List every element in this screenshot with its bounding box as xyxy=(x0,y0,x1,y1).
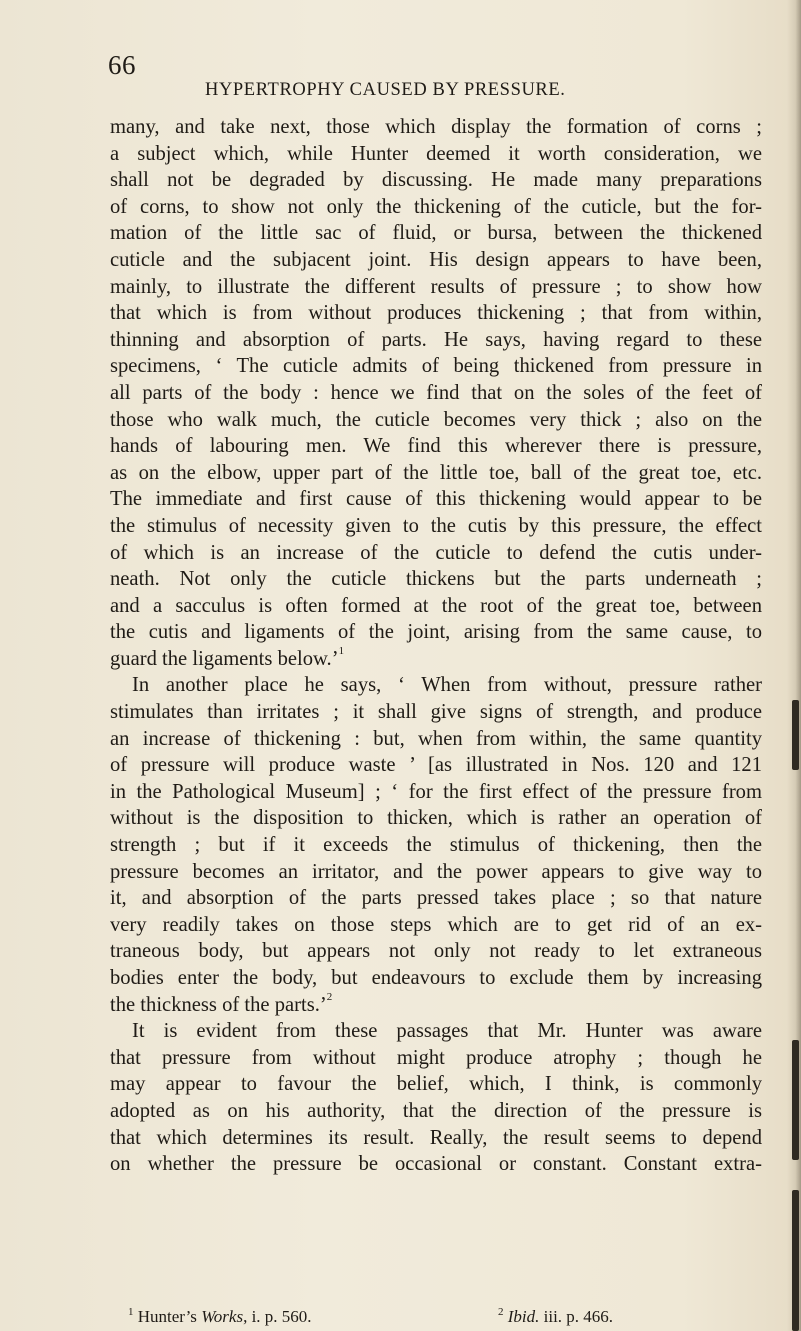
text-line: bodies enter the body, but endeavours to exclude them by increasing xyxy=(110,967,762,989)
text-line: the cutis and ligaments of the joint, arising from the same cause, to xyxy=(110,621,762,644)
text-line: thinning and absorption of parts. He says, having regard to these xyxy=(110,328,762,351)
text-line: it, and absorption of the parts pressed takes place ; so that nature xyxy=(110,887,762,910)
text-line: many, and take next, those which display the formation of corns ; xyxy=(110,116,762,138)
text-line: pressure becomes an irritator, and the power appears to give way to xyxy=(110,860,762,883)
footnote-number: 2 xyxy=(498,1306,504,1318)
page-edge-mark xyxy=(792,1040,799,1160)
footnote-ref: iii. p. 466. xyxy=(539,1307,614,1326)
page-number: 66 xyxy=(108,50,136,80)
text-line xyxy=(110,646,762,673)
text-line: In another place he says, ‘ When from without, pressure rather xyxy=(132,674,762,697)
text-line: of corns, to show not only the thickening of the cuticle, but the for- xyxy=(110,195,762,218)
text-line: of pressure will produce waste ’ [as illustrated in Nos. 120 and 121 xyxy=(110,754,762,777)
text-line: all parts of the body : hence we find that on the soles of the feet of xyxy=(110,381,762,404)
text-line: that which determines its result. Really, the result seems to depend xyxy=(110,1126,762,1149)
text-line: in the Pathological Museum] ; ‘ for the first effect of the pressure from xyxy=(110,780,762,803)
text-line: the stimulus of necessity given to the cutis by this pressure, the effect xyxy=(110,514,762,537)
footnote-1 xyxy=(128,1307,312,1327)
text-line: without is the disposition to thicken, which is rather an operation of xyxy=(110,807,762,830)
text-line-content: the thickness of the parts.’ xyxy=(110,993,327,1016)
text-line-content: guard the ligaments below.’ xyxy=(110,647,339,670)
text-line: shall not be degraded by discussing. He made many preparations xyxy=(110,169,762,192)
footnote-marker: 1 xyxy=(338,644,345,657)
footnote-2 xyxy=(498,1307,613,1327)
text-line: very readily takes on those steps which are to get rid of an ex- xyxy=(110,913,762,936)
running-head: HYPERTROPHY CAUSED BY PRESSURE. xyxy=(205,80,566,100)
text-line: those who walk much, the cuticle becomes very thick ; also on the xyxy=(110,408,762,431)
text-line: on whether the pressure be occasional or constant. Constant extra- xyxy=(110,1153,762,1176)
body-text xyxy=(110,114,762,1178)
text-line: stimulates than irritates ; it shall give signs of strength, and produce xyxy=(110,701,762,724)
text-line: may appear to favour the belief, which, I think, is commonly xyxy=(110,1073,762,1096)
text-line: that pressure from without might produce atrophy ; though he xyxy=(110,1046,762,1069)
text-line: an increase of thickening : but, when from within, the same quantity xyxy=(110,727,762,750)
text-line: specimens, ‘ The cuticle admits of being thickened from pressure in xyxy=(110,355,762,378)
text-line: cuticle and the subjacent joint. His design appears to have been, xyxy=(110,248,762,271)
text-line: strength ; but if it exceeds the stimulus of thickening, then the xyxy=(110,834,762,857)
text-line: adopted as on his authority, that the direction of the pressure is xyxy=(110,1099,762,1122)
page-edge-mark xyxy=(792,1190,799,1331)
footnote-marker: 2 xyxy=(326,990,333,1003)
text-line xyxy=(110,992,762,1019)
text-line: mainly, to illustrate the different results of pressure ; to show how xyxy=(110,275,762,298)
footnote-title: Works xyxy=(201,1307,244,1326)
text-line: of which is an increase of the cuticle to defend the cutis under- xyxy=(110,541,762,564)
footnote-text: Hunter’s xyxy=(137,1307,202,1326)
footnote-ref: , i. p. 560. xyxy=(243,1307,312,1326)
text-line: The immediate and first cause of this thickening would appear to be xyxy=(110,488,762,511)
text-line: and a sacculus is often formed at the root of the great toe, between xyxy=(110,594,762,617)
text-line: a subject which, while Hunter deemed it worth consideration, we xyxy=(110,142,762,165)
footnote-number: 1 xyxy=(128,1306,134,1318)
text-line: hands of labouring men. We find this wherever there is pressure, xyxy=(110,435,762,458)
footnote-title: Ibid. xyxy=(507,1307,540,1326)
text-line: neath. Not only the cuticle thickens but the parts underneath ; xyxy=(110,568,762,591)
text-line: as on the elbow, upper part of the little toe, ball of the great toe, etc. xyxy=(110,461,762,484)
page-edge-mark xyxy=(792,700,799,770)
text-line: that which is from without produces thickening ; that from within, xyxy=(110,302,762,325)
text-line: mation of the little sac of fluid, or bursa, between the thickened xyxy=(110,222,762,245)
text-line: It is evident from these passages that Mr. Hunter was aware xyxy=(132,1020,762,1043)
text-line: traneous body, but appears not only not ready to let extraneous xyxy=(110,940,762,963)
